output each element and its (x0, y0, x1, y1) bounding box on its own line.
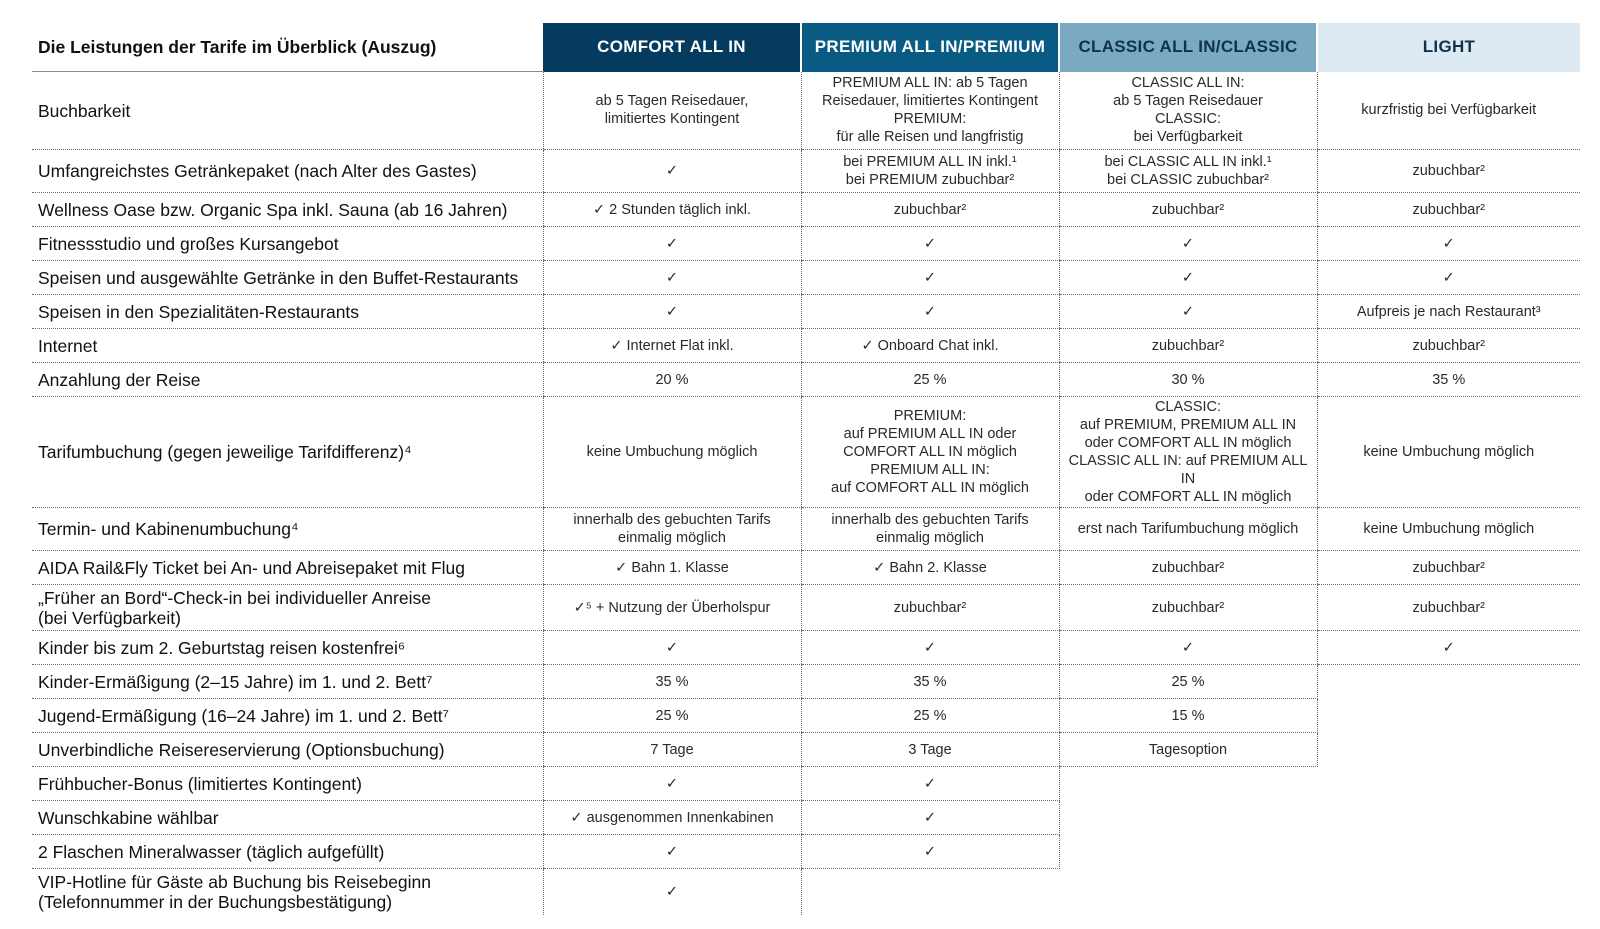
table-row (32, 508, 1580, 551)
cell-light: zubuchbar² (1317, 150, 1580, 193)
row-label: Wellness Oase bzw. Organic Spa inkl. Sauna (ab 16 Jahren) (32, 193, 543, 227)
table-row (32, 72, 1580, 150)
cell-classic: 25 % (1059, 665, 1317, 699)
empty-cell (1059, 835, 1317, 869)
col-header-light: LIGHT (1317, 23, 1580, 72)
header-row (32, 23, 1580, 72)
cell-comfort-all-in: innerhalb des gebuchten Tarifs einmalig möglich (543, 508, 801, 551)
cell-premium: ✓ (801, 295, 1059, 329)
cell-comfort-all-in: ✓ (543, 869, 801, 915)
table-row (32, 551, 1580, 585)
cell-premium: 3 Tage (801, 733, 1059, 767)
row-label: Internet (32, 329, 543, 363)
cell-classic: CLASSIC: auf PREMIUM, PREMIUM ALL IN oder COMFORT ALL IN möglich CLASSIC ALL IN: auf PREMIUM ALL IN oder COMFORT ALL IN möglich (1059, 397, 1317, 508)
row-label: 2 Flaschen Mineralwasser (täglich aufgefüllt) (32, 835, 543, 869)
cell-classic: bei CLASSIC ALL IN inkl.¹ bei CLASSIC zubuchbar² (1059, 150, 1317, 193)
cell-comfort-all-in: 20 % (543, 363, 801, 397)
cell-comfort-all-in: ✓ (543, 227, 801, 261)
cell-classic: zubuchbar² (1059, 551, 1317, 585)
cell-premium: zubuchbar² (801, 585, 1059, 631)
cell-premium: ✓ (801, 631, 1059, 665)
cell-comfort-all-in: ✓ Internet Flat inkl. (543, 329, 801, 363)
cell-premium: innerhalb des gebuchten Tarifs einmalig möglich (801, 508, 1059, 551)
empty-cell (1317, 869, 1580, 915)
cell-classic: ✓ (1059, 261, 1317, 295)
empty-cell (1317, 665, 1580, 699)
empty-cell (1059, 801, 1317, 835)
table-row (32, 585, 1580, 631)
row-label: Speisen und ausgewählte Getränke in den Buffet-Restaurants (32, 261, 543, 295)
cell-light: keine Umbuchung möglich (1317, 397, 1580, 508)
cell-comfort-all-in: ✓ (543, 150, 801, 193)
cell-premium: ✓ (801, 227, 1059, 261)
cell-comfort-all-in: 35 % (543, 665, 801, 699)
table-row (32, 665, 1580, 699)
row-label: Frühbucher-Bonus (limitiertes Kontingent) (32, 767, 543, 801)
cell-classic: CLASSIC ALL IN: ab 5 Tagen Reisedauer CLASSIC: bei Verfügbarkeit (1059, 72, 1317, 150)
cell-premium: 25 % (801, 363, 1059, 397)
cell-light: kurzfristig bei Verfügbarkeit (1317, 72, 1580, 150)
cell-premium: ✓ (801, 767, 1059, 801)
cell-comfort-all-in: ✓ ausgenommen Innenkabinen (543, 801, 801, 835)
cell-light: ✓ (1317, 227, 1580, 261)
cell-premium: PREMIUM: auf PREMIUM ALL IN oder COMFORT ALL IN möglich PREMIUM ALL IN: auf COMFORT ALL IN möglich (801, 397, 1059, 508)
empty-cell (1059, 767, 1317, 801)
cell-comfort-all-in: keine Umbuchung möglich (543, 397, 801, 508)
table-row (32, 699, 1580, 733)
table-row (32, 397, 1580, 508)
cell-premium: 35 % (801, 665, 1059, 699)
cell-premium: PREMIUM ALL IN: ab 5 Tagen Reisedauer, limitiertes Kontingent PREMIUM: für alle Reisen und langfristig (801, 72, 1059, 150)
cell-light: 35 % (1317, 363, 1580, 397)
row-label: Kinder bis zum 2. Geburtstag reisen kostenfrei⁶ (32, 631, 543, 665)
row-label: Jugend-Ermäßigung (16–24 Jahre) im 1. und 2. Bett⁷ (32, 699, 543, 733)
row-label: Tarifumbuchung (gegen jeweilige Tarifdifferenz)⁴ (32, 397, 543, 508)
cell-classic: ✓ (1059, 631, 1317, 665)
cell-premium: 25 % (801, 699, 1059, 733)
cell-comfort-all-in: ✓ (543, 767, 801, 801)
row-label: Wunschkabine wählbar (32, 801, 543, 835)
cell-classic: 30 % (1059, 363, 1317, 397)
row-label: Termin- und Kabinenumbuchung⁴ (32, 508, 543, 551)
cell-premium: ✓ Bahn 2. Klasse (801, 551, 1059, 585)
row-label: Speisen in den Spezialitäten-Restaurants (32, 295, 543, 329)
cell-classic: erst nach Tarifumbuchung möglich (1059, 508, 1317, 551)
tariff-table (32, 23, 1580, 915)
table-row (32, 261, 1580, 295)
cell-comfort-all-in: ✓ Bahn 1. Klasse (543, 551, 801, 585)
row-label: Anzahlung der Reise (32, 363, 543, 397)
row-label: Kinder-Ermäßigung (2–15 Jahre) im 1. und 2. Bett⁷ (32, 665, 543, 699)
cell-premium: ✓ (801, 801, 1059, 835)
cell-light: ✓ (1317, 261, 1580, 295)
cell-comfort-all-in: ✓ (543, 835, 801, 869)
table-row (32, 363, 1580, 397)
cell-premium: bei PREMIUM ALL IN inkl.¹ bei PREMIUM zubuchbar² (801, 150, 1059, 193)
row-label: Unverbindliche Reisereservierung (Optionsbuchung) (32, 733, 543, 767)
row-label: AIDA Rail&Fly Ticket bei An- und Abreisepaket mit Flug (32, 551, 543, 585)
empty-cell (1317, 801, 1580, 835)
cell-comfort-all-in: ✓ (543, 295, 801, 329)
cell-light: keine Umbuchung möglich (1317, 508, 1580, 551)
row-label: VIP-Hotline für Gäste ab Buchung bis Reisebeginn (Telefonnummer in der Buchungsbestätigung) (38, 871, 432, 912)
row-label: Buchbarkeit (32, 72, 543, 150)
table-row (32, 329, 1580, 363)
cell-light: ✓ (1317, 631, 1580, 665)
tariff-comparison (32, 23, 1580, 915)
cell-classic: ✓ (1059, 227, 1317, 261)
table-row (32, 227, 1580, 261)
empty-cell (801, 869, 1059, 915)
cell-comfort-all-in: ✓ 2 Stunden täglich inkl. (543, 193, 801, 227)
cell-premium: zubuchbar² (801, 193, 1059, 227)
col-header-classic: CLASSIC ALL IN/CLASSIC (1059, 23, 1317, 72)
empty-cell (1317, 767, 1580, 801)
cell-classic: Tagesoption (1059, 733, 1317, 767)
cell-light: Aufpreis je nach Restaurant³ (1317, 295, 1580, 329)
cell-classic: zubuchbar² (1059, 329, 1317, 363)
cell-classic: zubuchbar² (1059, 193, 1317, 227)
cell-comfort-all-in: ab 5 Tagen Reisedauer, limitiertes Kontingent (543, 72, 801, 150)
table-row (32, 295, 1580, 329)
table-row (32, 767, 1580, 801)
cell-premium: ✓ (801, 261, 1059, 295)
table-row (32, 801, 1580, 835)
table-row (32, 869, 1580, 915)
col-header-premium: PREMIUM ALL IN/PREMIUM (801, 23, 1059, 72)
table-row (32, 733, 1580, 767)
cell-premium: ✓ (801, 835, 1059, 869)
empty-cell (1317, 699, 1580, 733)
cell-light: zubuchbar² (1317, 193, 1580, 227)
table-row (32, 631, 1580, 665)
row-label: Fitnessstudio und großes Kursangebot (32, 227, 543, 261)
cell-classic: 15 % (1059, 699, 1317, 733)
cell-classic: ✓ (1059, 295, 1317, 329)
cell-comfort-all-in: 7 Tage (543, 733, 801, 767)
cell-comfort-all-in: ✓ (543, 261, 801, 295)
cell-light: zubuchbar² (1317, 585, 1580, 631)
cell-classic: zubuchbar² (1059, 585, 1317, 631)
row-label: Umfangreichstes Getränkepaket (nach Alter des Gastes) (32, 150, 543, 193)
cell-comfort-all-in: ✓⁵ + Nutzung der Überholspur (543, 585, 801, 631)
empty-cell (1059, 869, 1317, 915)
empty-cell (1317, 835, 1580, 869)
cell-premium: ✓ Onboard Chat inkl. (801, 329, 1059, 363)
empty-cell (1317, 733, 1580, 767)
row-label: „Früher an Bord“-Check-in bei individueller Anreise (bei Verfügbarkeit) (32, 585, 543, 631)
table-row (32, 150, 1580, 193)
table-title: Die Leistungen der Tarife im Überblick (Auszug) (32, 23, 543, 72)
cell-light: zubuchbar² (1317, 551, 1580, 585)
table-row (32, 193, 1580, 227)
cell-comfort-all-in: 25 % (543, 699, 801, 733)
cell-comfort-all-in: ✓ (543, 631, 801, 665)
cell-light: zubuchbar² (1317, 329, 1580, 363)
col-header-comfort-all-in: COMFORT ALL IN (543, 23, 801, 72)
table-row (32, 835, 1580, 869)
